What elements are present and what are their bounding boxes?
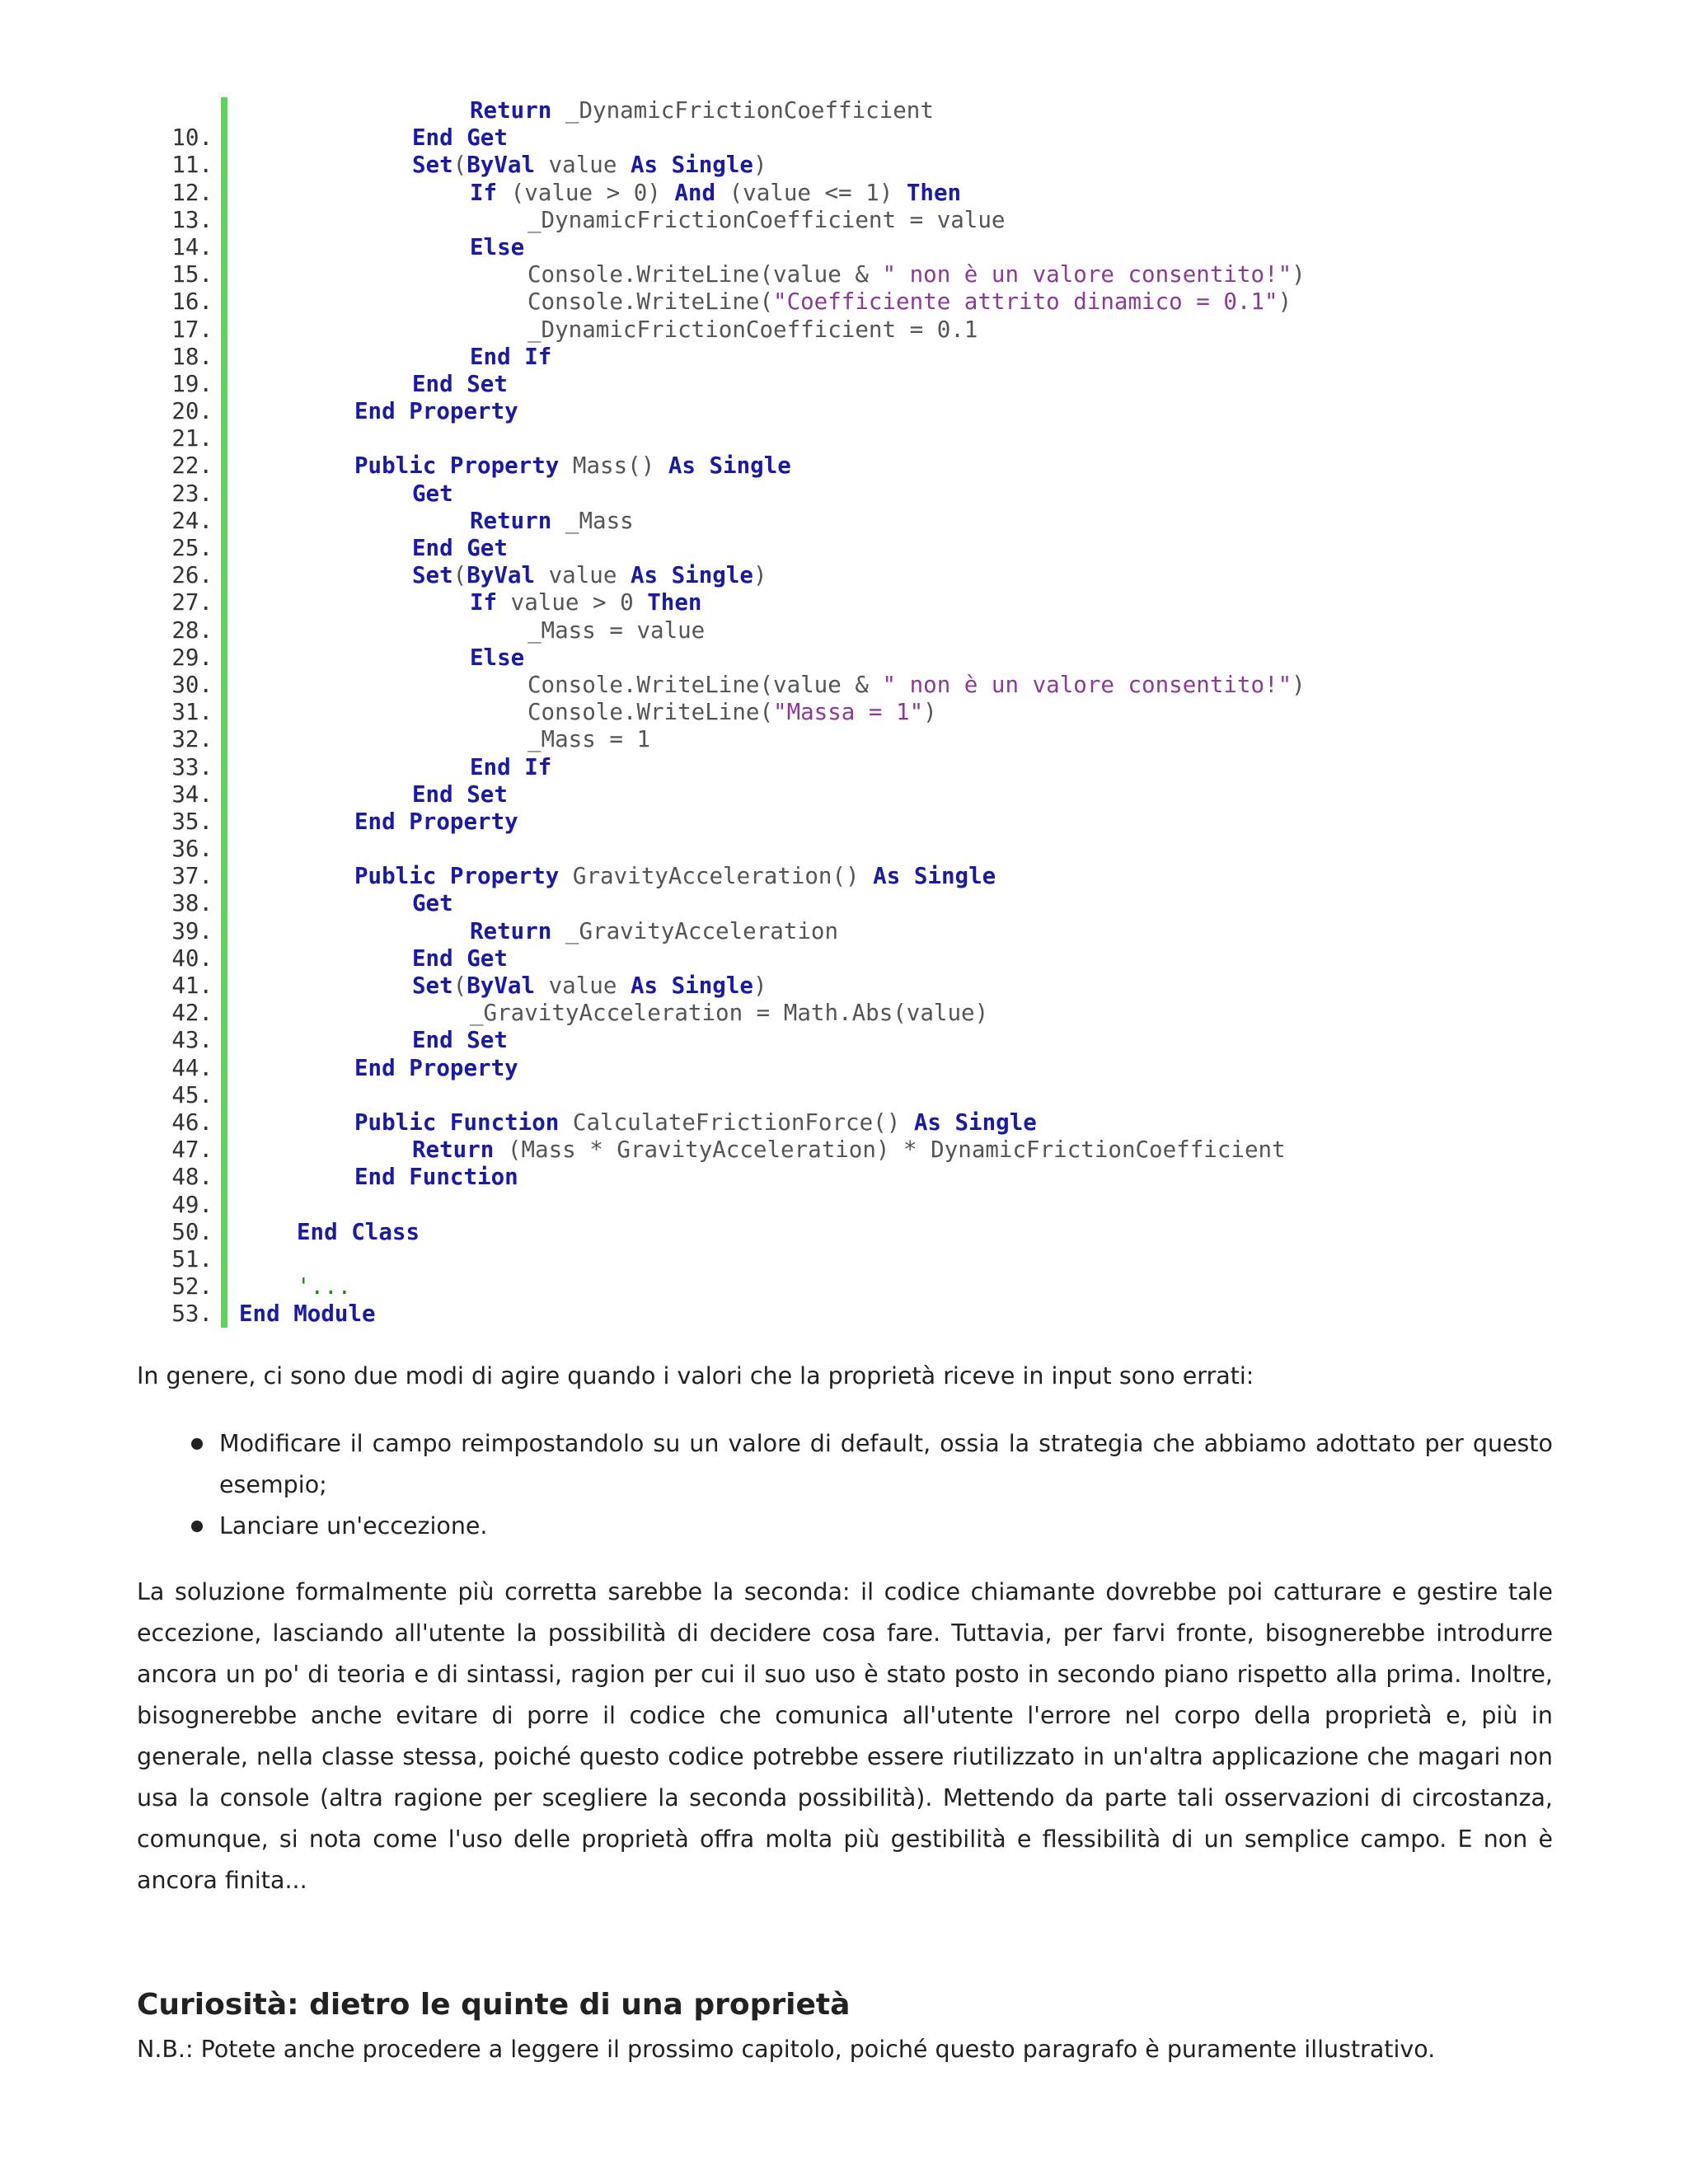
code-token: As Single [630,972,753,999]
code-gutter-bar [221,918,227,945]
code-gutter-bar [221,1246,227,1273]
code-gutter-bar [221,398,227,425]
code-text [470,589,701,616]
line-number: 12. [171,179,213,206]
line-number: 11. [171,152,213,179]
code-token: Get [412,890,453,917]
line-number: 30. [171,671,213,698]
line-number: 52. [171,1273,213,1301]
code-token: _Mass = 1 [528,726,651,753]
code-gutter-bar [221,589,227,616]
code-token: value [535,562,631,589]
code-line [140,371,1673,398]
code-token: Then [647,589,702,616]
code-token: If [470,589,498,616]
code-token: End Get [412,535,508,561]
line-number: 17. [171,316,213,343]
code-line [140,644,1673,672]
code-token: ByVal [467,562,536,589]
code-gutter-bar [221,508,227,535]
line-number: 19. [171,370,213,397]
code-line [140,480,1673,508]
code-token: End Property [354,398,518,425]
code-token: End Class [297,1218,420,1245]
code-token: GravityAcceleration() [559,863,874,890]
code-text [297,1273,351,1301]
code-line [140,398,1673,425]
code-token: End Property [354,1054,518,1081]
code-token: '... [297,1273,352,1301]
code-token: "Coefficiente attrito dinamico = 0.1" [773,288,1278,316]
code-text [412,152,767,179]
code-token: End Set [412,370,508,397]
code-gutter-bar [221,1027,227,1054]
code-token: And [674,179,716,206]
code-gutter-bar [221,644,227,672]
code-line [140,617,1673,644]
code-text [239,1301,376,1328]
code-text [528,617,705,644]
code-line [140,508,1673,535]
code-line [140,1246,1673,1273]
code-token: Public Function [354,1108,560,1136]
line-number: 25. [171,535,213,561]
intro-paragraph: In genere, ci sono due modi di agire quando i valori che la proprietà riceve in input sono errati: [137,1362,1254,1390]
code-text [354,1164,518,1191]
line-number: 49. [171,1191,213,1218]
code-token: Console.WriteLine(value & [528,671,883,698]
code-gutter-bar [221,480,227,508]
code-line [140,918,1673,945]
code-gutter-bar [221,535,227,562]
code-token: Public Property [354,452,560,480]
line-number: 36. [171,836,213,863]
code-line [140,754,1673,781]
code-token: ) [753,562,767,589]
code-line [140,945,1673,972]
code-gutter-bar [221,1109,227,1137]
code-text [354,808,518,836]
code-line [140,1273,1673,1301]
code-gutter-bar [221,808,227,836]
code-token: ByVal [467,152,536,179]
code-text [354,452,791,480]
code-line [140,234,1673,261]
line-number: 40. [171,944,213,972]
code-line [140,344,1673,371]
list-item [137,1423,1553,1506]
code-line [140,836,1673,863]
code-token: Else [470,233,525,260]
code-gutter-bar [221,180,227,207]
line-number: 42. [171,1000,213,1027]
code-line [140,890,1673,917]
line-number: 32. [171,726,213,753]
code-line [140,180,1673,207]
code-token: Return [470,97,552,124]
code-line [140,261,1673,288]
code-gutter-bar [221,726,227,753]
code-text [412,535,508,562]
code-text [412,972,767,1000]
code-text [470,234,524,261]
code-gutter-bar [221,945,227,972]
code-gutter-bar [221,152,227,179]
note-paragraph: N.B.: Potete anche procedere a leggere il prossimo capitolo, poiché questo paragrafo è puramente illustrativo. [137,2036,1436,2063]
code-line [140,726,1673,753]
code-token: End Function [354,1164,518,1191]
code-gutter-bar [221,1192,227,1219]
code-text [470,180,961,207]
code-text [470,644,524,672]
code-listing [140,97,1673,1328]
code-text [470,918,838,945]
body-paragraph: La soluzione formalmente più corretta sarebbe la seconda: il codice chiamante dovrebbe poi catturare e gestire tale eccezione, lasciando all'utente la possibilità di decidere cosa fare. Tuttavia, per farvi fronte, bisognerebbe introdurre ancora un po' di teoria e di sintassi, ragion per cui il suo uso è stato posto in secondo piano rispetto alla prima. Inoltre, bisognerebbe anche evitare di porre il codice che comunica all'utente l'errore nel corpo della proprietà e, più in generale, nella classe stessa, poiché questo codice potrebbe essere riutilizzato in un'altra applicazione che magari non usa la console (altra ragione per scegliere la seconda possibilità). Mettendo da parte tali osservazioni di circostanza, comunque, si nota come l'uso delle proprietà offra molta più gestibilità e flessibilità di un semplice campo. E non è ancora finita... [137,1578,1553,1894]
line-number: 31. [171,699,213,726]
code-text [470,508,634,535]
code-text [412,480,453,508]
code-line [140,1109,1673,1137]
code-gutter-bar [221,890,227,917]
code-gutter-bar [221,1273,227,1301]
code-gutter-bar [221,288,227,316]
code-token: Return [470,917,552,944]
code-token: Set [412,972,453,999]
code-line [140,672,1673,699]
code-token: End If [470,753,552,780]
code-gutter-bar [221,672,227,699]
line-number: 22. [171,452,213,480]
code-gutter-bar [221,1082,227,1109]
code-text [528,699,937,726]
code-token: " non è un valore consentito!" [882,671,1292,698]
code-gutter-bar [221,1219,227,1246]
line-number: 29. [171,644,213,671]
options-list [137,1423,1553,1547]
code-line [140,124,1673,152]
line-number: 18. [171,343,213,370]
code-text [470,344,551,371]
line-number: 34. [171,780,213,808]
code-token: value [535,152,631,179]
code-token: As Single [630,562,753,589]
code-line [140,288,1673,316]
code-text [412,890,453,917]
code-text [412,1027,508,1054]
line-number: 28. [171,616,213,644]
line-number: 45. [171,1081,213,1108]
code-token: Console.WriteLine(value & [528,261,883,288]
code-text [297,1219,420,1246]
code-token: As Single [668,452,791,480]
code-line [140,425,1673,452]
code-token: As Single [913,1108,1037,1136]
code-line [140,452,1673,480]
line-number: 38. [171,890,213,917]
code-gutter-bar [221,754,227,781]
code-gutter-bar [221,124,227,152]
code-gutter-bar [221,425,227,452]
code-line [140,562,1673,589]
code-token: Mass() [559,452,668,480]
code-token: _DynamicFrictionCoefficient = 0.1 [528,316,978,343]
line-number: 16. [171,288,213,316]
code-token: As Single [873,863,996,890]
code-text [412,781,508,808]
code-token: ( [452,152,467,179]
code-gutter-bar [221,261,227,288]
code-token: _DynamicFrictionCoefficient = value [528,206,1006,233]
code-token: ) [923,699,937,726]
code-token: (Mass * GravityAcceleration) * DynamicFrictionCoefficient [494,1137,1286,1164]
line-number: 46. [171,1108,213,1136]
code-line [140,972,1673,1000]
line-number: 53. [171,1301,213,1328]
code-token: CalculateFrictionForce() [559,1108,914,1136]
code-line [140,535,1673,562]
line-number: 43. [171,1027,213,1054]
code-text [412,124,508,152]
code-text [412,371,508,398]
line-number: 50. [171,1218,213,1245]
code-line [140,699,1673,726]
code-token: ( [452,562,467,589]
line-number: 39. [171,917,213,944]
code-line [140,589,1673,616]
code-token: Then [906,179,962,206]
code-line [140,97,1673,124]
code-gutter-bar [221,207,227,234]
code-line [140,1219,1673,1246]
code-line [140,863,1673,890]
code-text [470,97,934,124]
line-number: 44. [171,1054,213,1081]
code-gutter-bar [221,1000,227,1027]
code-token: Console.WriteLine( [528,699,774,726]
code-text [354,1055,518,1082]
code-token: _Mass = value [528,616,706,644]
code-gutter-bar [221,234,227,261]
code-token: _GravityAcceleration = Math.Abs(value) [470,1000,989,1027]
list-item [137,1506,1553,1547]
code-token: End Property [354,808,518,835]
code-token: ( [452,972,467,999]
code-text [528,672,1306,699]
code-gutter-bar [221,1137,227,1164]
code-line [140,1192,1673,1219]
line-number: 26. [171,562,213,589]
code-line [140,781,1673,808]
code-token: " non è un valore consentito!" [882,261,1292,288]
code-text [528,316,978,344]
code-text [412,1137,1286,1164]
line-number: 47. [171,1137,213,1164]
code-token: Return [412,1137,495,1164]
code-text [412,562,767,589]
code-token: value [535,972,631,999]
code-token: End Module [239,1301,376,1328]
line-number: 35. [171,808,213,835]
code-text [354,398,518,425]
bullet-icon [191,1438,203,1450]
code-token: ) [1292,671,1306,698]
line-number: 37. [171,863,213,890]
code-text [470,1000,988,1027]
code-token: End Set [412,1027,508,1054]
code-token: _GravityAcceleration [551,917,839,944]
code-line [140,1000,1673,1027]
code-gutter-bar [221,781,227,808]
line-number: 23. [171,480,213,507]
code-gutter-bar [221,371,227,398]
code-token: Return [470,507,552,534]
code-line [140,316,1673,344]
code-gutter-bar [221,344,227,371]
code-token: ) [1278,288,1292,316]
code-token: Set [412,152,453,179]
list-item-text: Modificare il campo reimpostandolo su un valore di default, ossia la strategia che abbiamo adottato per questo esempio; [219,1430,1553,1498]
code-gutter-bar [221,452,227,480]
bullet-icon [191,1521,203,1532]
line-number: 24. [171,507,213,534]
code-token: End Set [412,780,508,808]
code-token: (value <= 1) [715,179,907,206]
code-token: Else [470,644,525,671]
code-line [140,152,1673,179]
line-number: 33. [171,753,213,780]
code-gutter-bar [221,1055,227,1082]
code-token: If [470,179,498,206]
list-item-text: Lanciare un'eccezione. [219,1512,488,1540]
line-number: 14. [171,233,213,260]
code-token: End Get [412,124,508,152]
code-text [528,726,650,753]
code-token: Get [412,480,453,507]
code-text [354,1109,1037,1137]
code-line [140,207,1673,234]
line-number: 20. [171,398,213,425]
code-line [140,1164,1673,1191]
line-number: 10. [171,124,213,152]
code-text [528,261,1306,288]
code-token: ) [753,972,767,999]
code-gutter-bar [221,97,227,124]
code-token: As Single [630,152,753,179]
code-text [354,863,996,890]
code-token: End If [470,343,552,370]
code-text [470,754,551,781]
code-token: (value > 0) [497,179,675,206]
section-heading: Curiosità: dietro le quinte di una proprietà [137,1988,851,2022]
code-token: End Get [412,944,508,972]
code-text [528,288,1292,316]
code-line [140,1137,1673,1164]
code-gutter-bar [221,836,227,863]
code-token: ByVal [467,972,536,999]
code-line [140,808,1673,836]
line-number: 13. [171,206,213,233]
code-token: _Mass [551,507,634,534]
code-text [528,207,1005,234]
line-number: 51. [171,1245,213,1272]
line-number: 48. [171,1164,213,1191]
code-token: "Massa = 1" [773,699,924,726]
line-number: 27. [171,589,213,616]
code-line [140,1055,1673,1082]
code-gutter-bar [221,863,227,890]
code-token: Set [412,562,453,589]
code-line [140,1301,1673,1328]
code-gutter-bar [221,1164,227,1191]
code-line [140,1082,1673,1109]
code-gutter-bar [221,972,227,1000]
code-token: value > 0 [497,589,648,616]
code-text [412,945,508,972]
code-token: ) [753,152,767,179]
code-token: Console.WriteLine( [528,288,774,316]
code-gutter-bar [221,1301,227,1328]
line-number: 41. [171,972,213,999]
line-number: 21. [171,425,213,452]
line-number: 15. [171,261,213,288]
code-line [140,1027,1673,1054]
code-gutter-bar [221,562,227,589]
code-gutter-bar [221,316,227,344]
code-gutter-bar [221,699,227,726]
code-token: _DynamicFrictionCoefficient [551,97,934,124]
code-token: Public Property [354,863,560,890]
code-gutter-bar [221,617,227,644]
code-token: ) [1292,261,1306,288]
